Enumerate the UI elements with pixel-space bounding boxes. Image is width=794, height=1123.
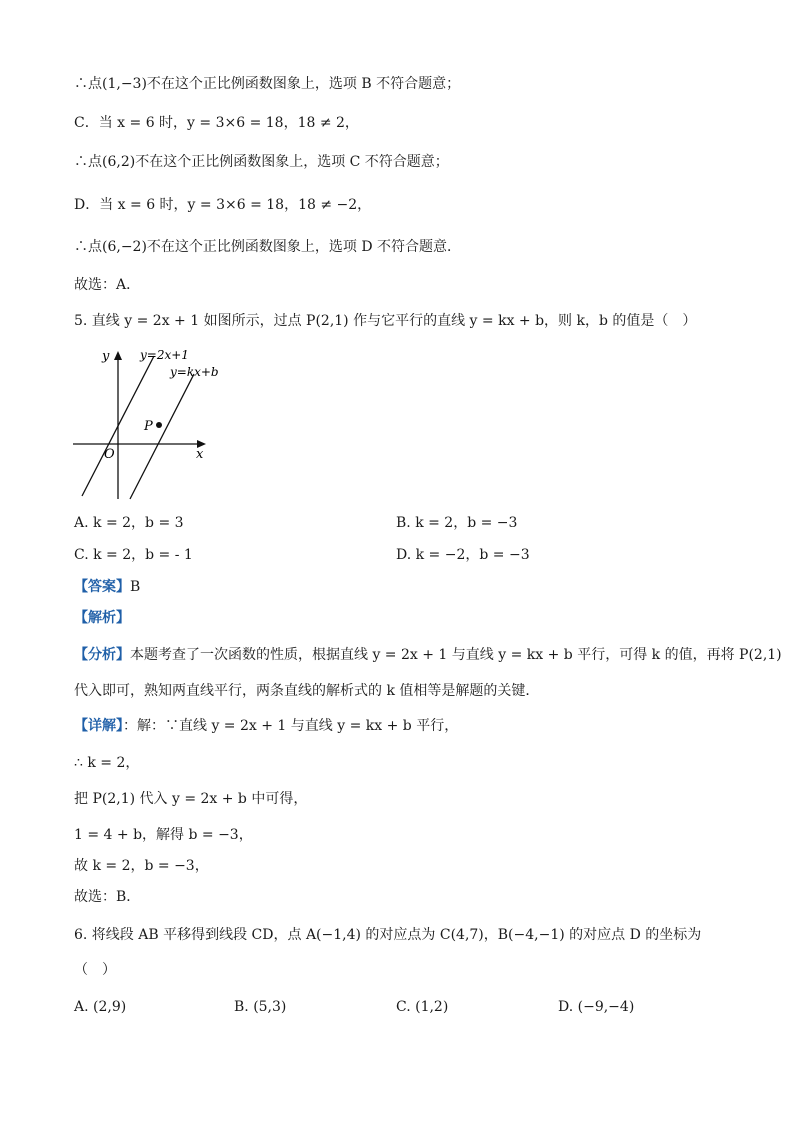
q5-detail-line-2: ∴ k = 2， [74,755,140,771]
solution-final-choice: 故选：A． [74,277,141,293]
point-p-marker [156,422,162,428]
answer-tag: 【答案】 [74,579,130,595]
q6-option-a[interactable]: A. (2,9) [74,999,127,1015]
q6-option-d[interactable]: D. (−9,−4) [558,999,635,1015]
detail-tag: 【详解】 [74,718,123,734]
analysis-tag: 【解析】 [74,610,130,626]
point-p-label: P [144,419,153,434]
question-5-stem: 5. 直线 y = 2x + 1 如图所示，过点 P(2,1) 作与它平行的直线 y = kx + b，则 k，b 的值是（ ） [74,313,697,329]
solution-line-d-check: D．当 x = 6 时，y = 3×6 = 18，18 ≠ −2， [74,197,372,213]
q5-detail-line-3: 把 P(2,1) 代入 y = 2x + b 中可得， [74,791,308,807]
detail-text-1: ：解：∵直线 y = 2x + 1 与直线 y = kx + b 平行， [123,718,459,734]
fenxi-tag: 【分析】 [74,647,130,663]
q5-detail-line-1 [74,716,458,736]
solution-line-c-conclusion: ∴点(6,2)不在这个正比例函数图象上，选项 C 不符合题意； [74,154,449,170]
question-6-stem-bracket: （ ） [74,962,116,978]
q5-option-c[interactable]: C. k = 2，b = - 1 [74,547,193,563]
solution-line-d-conclusion: ∴点(6,−2)不在这个正比例函数图象上，选项 D 不符合题意． [74,239,462,255]
y-axis-arrow-icon [114,351,122,360]
line1-label: y=2x+1 [140,348,189,362]
q5-detail-line-4: 1 = 4 + b，解得 b = −3， [74,827,253,843]
line-y-kx-plus-b [130,374,194,499]
solution-line-b-conclusion: ∴点(1,−3)不在这个正比例函数图象上，选项 B 不符合题意； [74,76,461,92]
q5-detail-line-6: 故选：B． [74,889,141,905]
q6-option-b[interactable]: B. (5,3) [234,999,287,1015]
answer-value: B [130,579,141,595]
q5-option-b[interactable]: B. k = 2，b = −3 [396,515,518,531]
q5-fenxi-line-1 [74,645,782,665]
q5-option-d[interactable]: D. k = −2，b = −3 [396,547,530,563]
line2-label: y=kx+b [170,365,219,379]
q5-option-a[interactable]: A. k = 2，b = 3 [74,515,184,531]
q5-detail-line-5: 故 k = 2，b = −3， [74,858,209,874]
question-6-stem: 6. 将线段 AB 平移得到线段 CD，点 A(−1,4) 的对应点为 C(4,7)，B(−4,−1) 的对应点 D 的坐标为 [74,927,702,943]
question-5-graph [68,344,228,504]
solution-line-c-check: C．当 x = 6 时，y = 3×6 = 18，18 ≠ 2， [74,115,359,131]
q5-answer-row [74,577,140,597]
y-axis-label: y [102,349,110,364]
x-axis-label: x [196,447,204,462]
origin-label: O [104,447,115,462]
fenxi-text-1: 本题考查了一次函数的性质，根据直线 y = 2x + 1 与直线 y = kx + b 平行，可得 k 的值，再将 P(2,1) [130,647,782,663]
q5-analysis-tag [74,608,130,628]
q6-option-c[interactable]: C. (1,2) [396,999,449,1015]
q5-fenxi-line-2: 代入即可，熟知两直线平行，两条直线的解析式的 k 值相等是解题的关键． [74,683,540,699]
